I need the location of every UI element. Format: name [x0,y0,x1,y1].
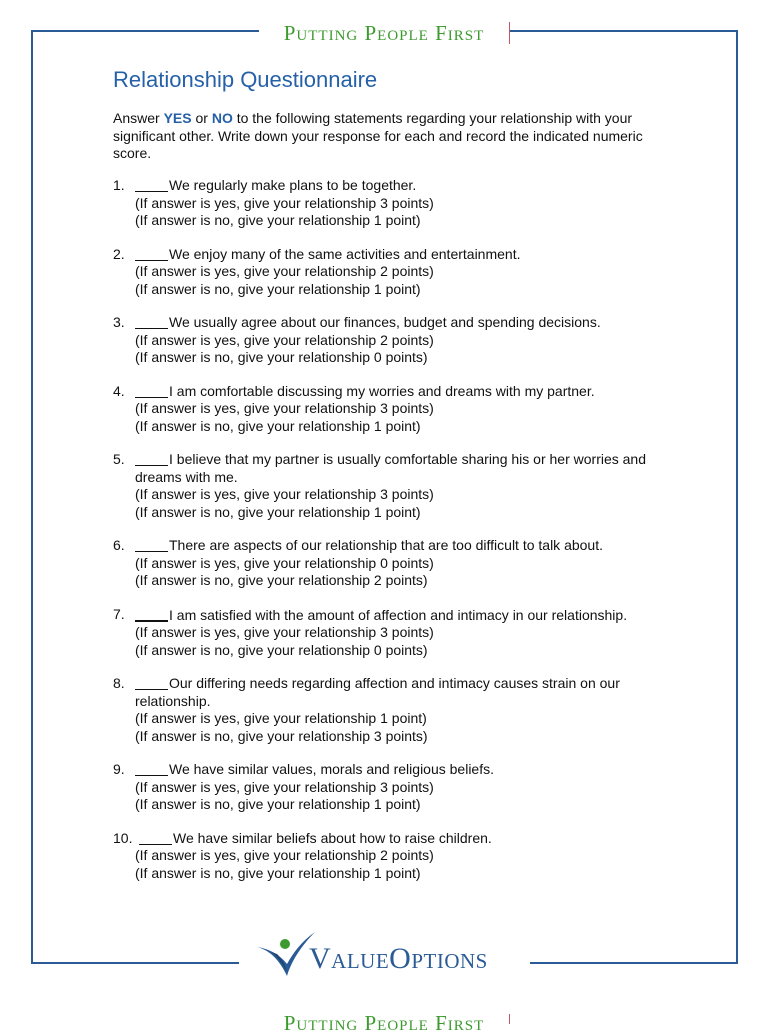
question-body [135,314,673,367]
answer-blank [135,177,168,192]
answer-blank [135,314,168,329]
question-statement: We enjoy many of the same activities and entertainment. [169,245,521,262]
no-score-line: (If answer is no, give your relationship 0 points) [135,349,428,365]
question-statement: We usually agree about our finances, budget and spending decisions. [169,314,601,330]
question-body [135,451,673,521]
question-statement-line [135,451,673,486]
answer-blank [135,246,168,261]
no-score-line: (If answer is no, give your relationship 1 point) [135,212,421,228]
question-body [135,177,673,230]
no-score-line: (If answer is no, give your relationship 1 point) [135,417,421,434]
page-title: Relationship Questionnaire [113,67,378,92]
question-body [135,830,673,883]
question-item [113,383,673,436]
question-list [113,177,673,882]
question-statement-line [135,675,673,710]
question-number: 6. [113,537,125,553]
question-statement-line [135,177,673,195]
no-score-line: (If answer is no, give your relationship 1 point) [135,864,421,881]
question-body [135,675,673,745]
intro-paragraph [113,110,658,163]
question-body [135,246,673,299]
question-statement-line [135,246,673,264]
question-statement: We have similar beliefs about how to raise children. [173,829,492,846]
question-number: 7. [113,605,125,622]
question-item [113,830,673,883]
no-score-line: (If answer is no, give your relationship 1 point) [135,503,421,520]
question-number: 3. [113,314,125,330]
frame-right [736,30,738,964]
question-statement-line [135,830,673,848]
question-body [135,383,673,436]
header-banner: Putting People First [283,21,485,45]
question-number: 2. [113,245,125,262]
intro-suffix: to the following statements regarding your relationship with your significant other. Write down your response for each and record the indicated numeric score. [113,110,643,161]
answer-blank [135,451,168,466]
frame-bottom-left [31,962,239,964]
question-item [113,606,673,660]
person-swoosh-logo-icon [255,926,317,982]
yes-score-line: (If answer is yes, give your relationship 2 points) [135,263,434,279]
question-statement-line [135,537,673,555]
no-score-line: (If answer is no, give your relationship 0 points) [135,641,428,658]
yes-score-line: (If answer is yes, give your relationship 3 points) [135,624,434,640]
no-score-line: (If answer is no, give your relationship 1 point) [135,796,421,812]
yes-score-line: (If answer is yes, give your relationship 3 points) [135,400,434,416]
valueoptions-logo [255,926,513,982]
answer-blank [135,675,168,690]
no-score-line: (If answer is no, give your relationship 1 point) [135,280,421,297]
question-item [113,675,673,745]
question-body [135,537,673,590]
question-statement: We regularly make plans to be together. [169,177,417,193]
answer-blank [135,761,168,776]
no-score-line: (If answer is no, give your relationship 2 points) [135,572,428,588]
yes-score-line: (If answer is yes, give your relationship 0 points) [135,554,434,571]
question-item [113,314,673,367]
yes-score-line: (If answer is yes, give your relationship 3 points) [135,486,434,502]
question-item [113,177,673,230]
question-item [113,246,673,299]
yes-keyword: YES [163,110,192,126]
yes-score-line: (If answer is yes, give your relationship 3 points) [135,778,434,795]
question-statement: I am satisfied with the amount of affection and intimacy in our relationship. [169,606,628,623]
yes-score-line: (If answer is yes, give your relationship 2 points) [135,847,434,863]
frame-left [31,30,33,964]
question-statement: Our differing needs regarding affection and intimacy causes strain on our relationship. [135,675,620,709]
answer-blank [135,537,168,552]
answer-blank [139,830,172,845]
answer-blank [135,383,168,398]
question-number: 5. [113,451,125,467]
question-statement-line [135,314,673,332]
yes-score-line: (If answer is yes, give your relationship 2 points) [135,331,434,348]
no-keyword: NO [211,110,233,126]
question-statement: We have similar values, morals and religious beliefs. [169,761,494,777]
answer-blank [135,606,168,622]
question-item [113,537,673,590]
yes-score-line: (If answer is yes, give your relationship 3 points) [135,194,434,211]
frame-top-right [509,30,738,32]
question-body [135,761,673,814]
question-number: 8. [113,675,125,691]
question-item [113,451,673,521]
question-body [135,606,673,660]
header-tick [509,22,510,44]
footer-banner: Putting People First [283,1011,485,1035]
question-statement-line [135,606,673,625]
intro-prefix: Answer [113,110,164,126]
logo-wordmark: ValueOptions [309,942,488,975]
footer-tick [509,1014,510,1024]
question-number: 10. [113,829,133,846]
frame-bottom-right [530,962,738,964]
question-number: 1. [113,177,125,193]
question-number: 4. [113,382,125,399]
intro-or: or [191,110,212,126]
question-statement-line [135,761,673,779]
question-item [113,761,673,814]
question-statement: I believe that my partner is usually comfortable sharing his or her worries and dreams with me. [135,451,646,485]
frame-top-left [31,30,259,32]
no-score-line: (If answer is no, give your relationship 3 points) [135,727,428,744]
question-statement: There are aspects of our relationship that are too difficult to talk about. [169,537,603,553]
yes-score-line: (If answer is yes, give your relationship 1 point) [135,710,427,726]
question-statement-line [135,383,673,401]
question-statement: I am comfortable discussing my worries and dreams with my partner. [169,382,595,399]
question-number: 9. [113,761,125,777]
